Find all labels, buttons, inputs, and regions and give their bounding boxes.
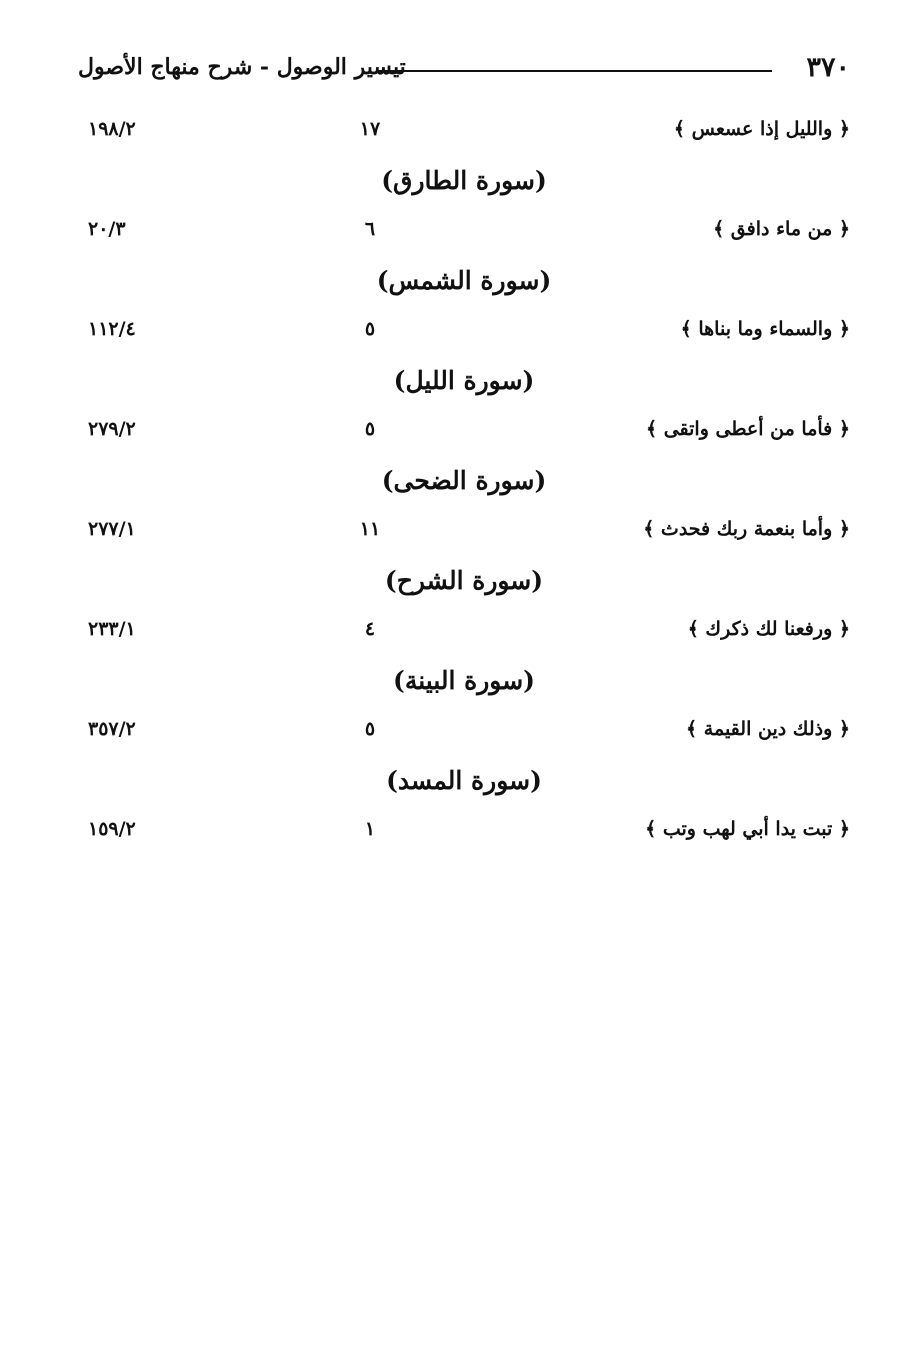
index-block: [78, 310, 850, 410]
index-block: [78, 710, 850, 810]
verse-text: ﴿ والسماء وما بناها ﴾: [680, 318, 850, 340]
verse-text: ﴿ من ماء دافق ﴾: [713, 218, 850, 240]
verse-row: [78, 310, 850, 360]
index-block: [78, 110, 850, 210]
verse-row: [78, 110, 850, 160]
running-header: [78, 50, 850, 90]
index-block: [78, 210, 850, 310]
verse-text: ﴿ وأما بنعمة ربك فحدث ﴾: [643, 518, 850, 540]
ayah-number: ٦: [364, 218, 376, 240]
verse-row: [78, 810, 850, 860]
verse-text: ﴿ تبت يدا أبي لهب وتب ﴾: [645, 818, 850, 840]
surah-heading-row: [78, 560, 850, 610]
surah-heading: (سورة الشرح): [384, 566, 544, 595]
verse-text: ﴿ فأما من أعطى واتقى ﴾: [645, 418, 850, 440]
volume-page-ref: ٢٠/٣: [88, 218, 126, 240]
volume-page-ref: ٢٧٧/١: [88, 518, 136, 540]
verse-index: [78, 110, 850, 910]
surah-heading: (سورة الطارق): [381, 166, 547, 195]
ayah-number: ١: [364, 818, 376, 840]
verse-text: ﴿ ورفعنا لك ذكرك ﴾: [687, 618, 850, 640]
surah-heading-row: [78, 460, 850, 510]
surah-heading-row: [78, 360, 850, 410]
ayah-number: ٥: [364, 418, 376, 440]
page-number: ٣٧٠: [806, 52, 850, 83]
surah-heading: (سورة البينة): [393, 666, 535, 695]
volume-page-ref: ٢٧٩/٢: [88, 418, 136, 440]
surah-heading-row: [78, 260, 850, 310]
surah-heading-row: [78, 660, 850, 710]
verse-text: ﴿ وذلك دين القيمة ﴾: [686, 718, 850, 740]
verse-row: [78, 610, 850, 660]
verse-row: [78, 210, 850, 260]
surah-heading: (سورة الشمس): [376, 266, 552, 295]
volume-page-ref: ١١٢/٤: [88, 318, 136, 340]
ayah-number: ١١: [359, 518, 381, 540]
ayah-number: ٤: [364, 618, 376, 640]
surah-heading: (سورة المسد): [386, 766, 542, 795]
header-rule: [376, 70, 772, 72]
index-block: [78, 610, 850, 710]
index-block: [78, 810, 850, 910]
verse-text: ﴿ والليل إذا عسعس ﴾: [673, 118, 850, 140]
index-block: [78, 410, 850, 510]
verse-row: [78, 710, 850, 760]
ayah-number: ٥: [364, 718, 376, 740]
surah-heading: (سورة الليل): [393, 366, 535, 395]
book-title: تيسير الوصول - شرح منهاج الأصول: [78, 54, 406, 80]
volume-page-ref: ١٩٨/٢: [88, 118, 136, 140]
volume-page-ref: ٢٣٣/١: [88, 618, 136, 640]
surah-heading: (سورة الضحى): [381, 466, 547, 495]
ayah-number: ٥: [364, 318, 376, 340]
verse-row: [78, 410, 850, 460]
volume-page-ref: ١٥٩/٢: [88, 818, 136, 840]
ayah-number: ١٧: [359, 118, 381, 140]
surah-heading-row: [78, 160, 850, 210]
volume-page-ref: ٣٥٧/٢: [88, 718, 136, 740]
surah-heading-row: [78, 760, 850, 810]
verse-row: [78, 510, 850, 560]
index-block: [78, 510, 850, 610]
